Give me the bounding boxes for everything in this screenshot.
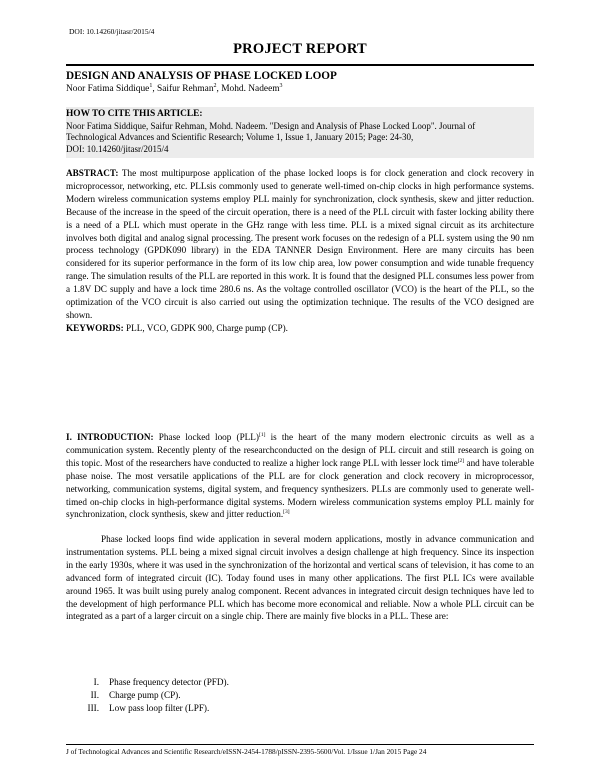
list-item-text: Charge pump (CP). [109, 689, 181, 700]
introduction-heading: I. INTRODUCTION: [66, 432, 154, 442]
keywords-text: PLL, VCO, GDPK 900, Charge pump (CP). [125, 322, 288, 333]
author-name: Noor Fatima Siddique [66, 84, 150, 95]
author-affiliation-mark: 1 [149, 83, 153, 89]
citation-line: Technological Advances and Scientific Research; Volume 1, Issue 1, January 2015; Page: 24-30, [66, 132, 414, 143]
paper-title: DESIGN AND ANALYSIS OF PHASE LOCKED LOOP [66, 70, 337, 82]
list-item [66, 702, 534, 715]
list-item-number: I. [93, 677, 99, 687]
pll-block-list [66, 676, 534, 715]
reference-mark[interactable]: [1] [258, 431, 266, 438]
intro-text: Phase locked loop (PLL) [158, 432, 259, 442]
abstract-label: ABSTRACT: [66, 168, 119, 178]
introduction-paragraph-2: Phase locked loops find wide application in several modern applications, mostly in advance communication and instrumentation systems. PLL being a mixed signal circuit involves a design challenge at high frequency. Since its inspection in the early 1930s, where it was used in the synchronization of the horizontal and vertical scans of television, it has come to an advanced form of integrated circuit (IC). Today found uses in many other applications. The first PLL ICs were available around 1965. It was built using purely analog component. Recent advances in integrated circuit design techniques have led to the development of high performance PLL which has become more economical and reliable. Now a whole PLL circuit can be integrated as a part of a larger circuit on a single chip. There are mainly five blocks in a PLL. These are: [66, 534, 534, 622]
intro-text: and have tolerable phase noise. The most versatile applications of the PLL are for clock generation and clock recovery in microprocessor, networking, communication systems, digital system, and frequency synthesizers. PLLs are commonly used to generate well-timed on-chip clocks in high-performance digital systems. Modern wireless communication systems employ PLL mainly for synchronization, clock synthesis, skew and jitter reduction. [66, 457, 535, 520]
abstract-section [66, 167, 534, 335]
list-item [66, 676, 534, 689]
citation-line: DOI: 10.14260/jitasr/2015/4 [66, 143, 169, 154]
citation-heading: HOW TO CITE THIS ARTICLE: [66, 109, 203, 119]
author-affiliation-mark: 3 [279, 83, 283, 89]
title-divider [66, 64, 534, 66]
author-affiliation-mark: 2 [213, 83, 217, 89]
doi-header: DOI: 10.14260/jitasr/2015/4 [69, 27, 155, 36]
author-list: Noor Fatima Siddique$^1$, Saifur Rehman$^2$, Mohd. Nadeem$^3$ [66, 83, 283, 95]
page-footer: J of Technological Advances and Scientific Research/eISSN-2454-1788/pISSN-2395-5600/Vol. 1/Issue 1/Jan 2015 Page 24 [66, 747, 427, 756]
keywords-label: KEYWORDS: [66, 322, 124, 333]
reference-mark[interactable]: [2] [457, 457, 465, 464]
citation-line: Noor Fatima Siddique, Saifur Rehman, Mohd. Nadeem. "Design and Analysis of Phase Locked Loop". Journal of [66, 121, 476, 131]
intro-text: is the heart of the many modern electronic circuits as well as a communication system. Recently plenty of the researchconducted on the design of PLL circuit and still research is going on this topic. Most of the researchers have conducted to realize a higher lock range PLL with lesser lock time [66, 432, 535, 468]
list-item-number: III. [87, 702, 99, 713]
list-item-number: II. [90, 689, 99, 700]
list-item-text: Low pass loop filter (LPF). [109, 702, 210, 713]
abstract-text: The most multipurpose application of the phase locked loops is for clock generation and clock recovery in microprocessor, networking, etc. PLLsis commonly used to generate well-timed on-chip clocks in high performance systems. Modern wireless communication systems employ PLL mainly for synchronization, clock synthesis, skew and jitter reduction. Because of the increase in the speed of the circuit operation, there is a need of the PLL circuit with faster locking ability there is a need of a PLL which must operate in the GHz range with less time. PLL is a mixed signal circuit as its architecture involves both digital and analog signal processing. The present work focuses on the redesign of a PLL system using the 90 nm process technology (GPDK090 library) in the EDA TANNER Design Environment. Here are many circuits has been considered for its superior performance in the form of its low chip area, low power consumption and wide tunable frequency range. The simulation results of the PLL are reported in this work. It is found that the designed PLL consumes less power from a 1.8V DC supply and have a lock time 280.6 ns. As the voltage controlled oscillator (VCO) is the heart of the PLL, so the optimization of the VCO circuit is also carried out using the optimization technique. The results of the VCO designed are shown. [66, 168, 534, 320]
list-item-text: Phase frequency detector (PFD). [109, 677, 229, 687]
author-name: Mohd. Nadeem [221, 84, 280, 95]
report-title: PROJECT REPORT [233, 41, 367, 57]
citation-text [66, 121, 534, 155]
footer-divider [66, 744, 534, 745]
reference-mark[interactable]: [3] [283, 509, 290, 516]
introduction-paragraph-1 [66, 431, 534, 521]
list-item [66, 689, 534, 702]
author-name: Saifur Rehman [157, 84, 214, 95]
